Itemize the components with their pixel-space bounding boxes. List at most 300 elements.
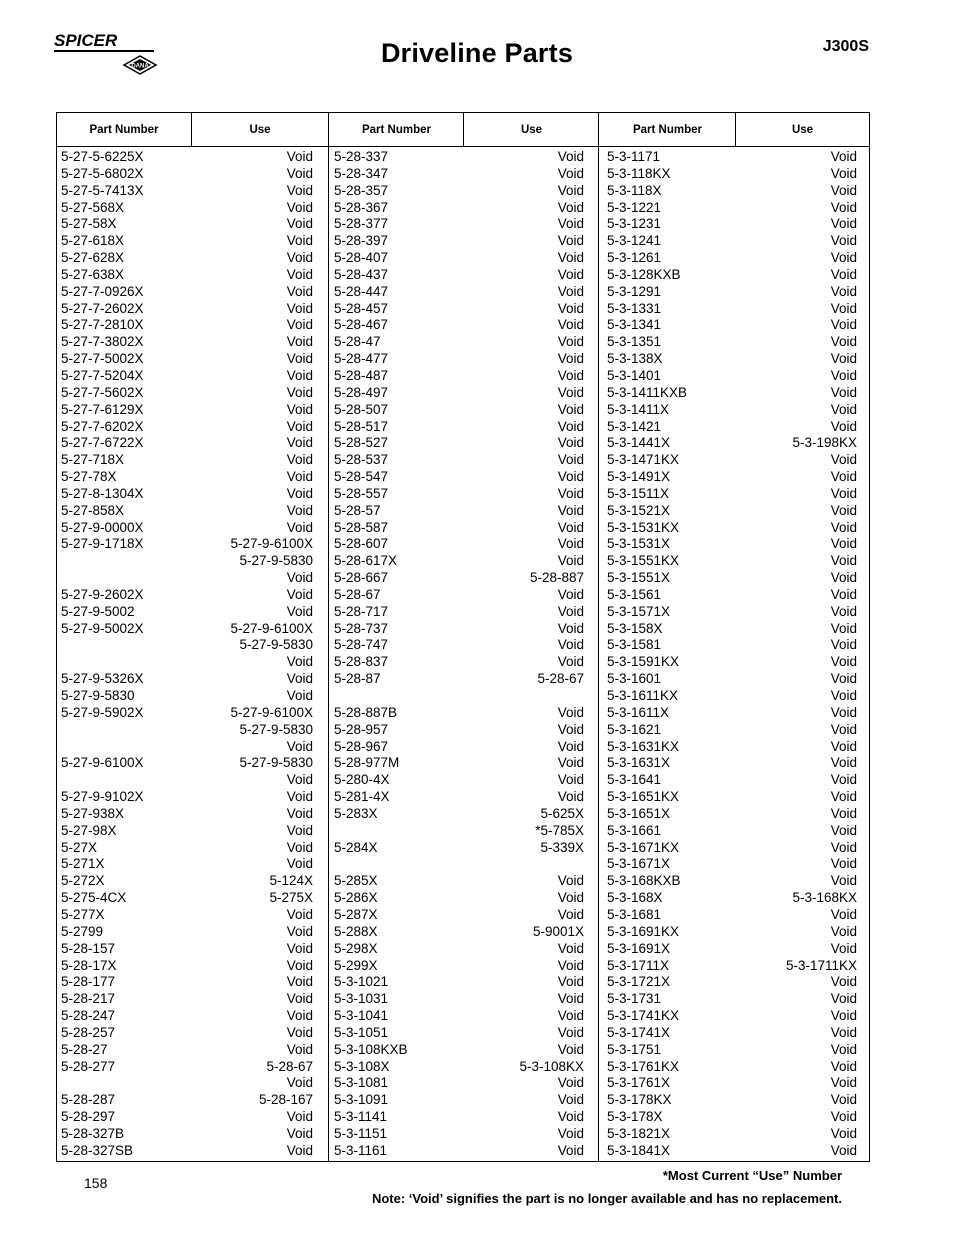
- table-row: [330, 1025, 586, 1042]
- part-number-cell: 5-2799: [61, 923, 104, 939]
- use-cell: Void: [830, 502, 857, 518]
- part-number-cell: 5-3-1671KX: [607, 839, 680, 855]
- part-number-cell: 5-3-1141: [334, 1109, 388, 1125]
- use-cell: Void: [286, 300, 313, 316]
- use-cell: Void: [557, 991, 584, 1007]
- part-number-cell: 5-28-337: [334, 149, 389, 164]
- table-row: [57, 166, 315, 183]
- part-number-cell: 5-28-967: [334, 738, 389, 754]
- use-cell: Void: [557, 553, 584, 569]
- table-row: [57, 907, 315, 924]
- use-cell: Void: [557, 1125, 584, 1141]
- table-row: [57, 1126, 315, 1143]
- dana-wordmark: DANA: [131, 63, 149, 70]
- part-number-cell: 5-27-628X: [61, 250, 125, 266]
- part-number-cell: 5-3-1621: [607, 721, 662, 737]
- use-cell: 5-3-198KX: [792, 435, 857, 451]
- part-number-cell: 5-28-737: [334, 620, 389, 636]
- table-row: [57, 958, 315, 975]
- part-number-cell: 5-3-1411X: [607, 401, 670, 417]
- table-row: [330, 587, 586, 604]
- table-row: [330, 166, 586, 183]
- part-number-cell: 5-28-247: [61, 1008, 116, 1024]
- use-cell: Void: [830, 822, 857, 838]
- part-number-cell: 5-28-507: [334, 401, 389, 417]
- use-cell: Void: [830, 553, 857, 569]
- use-cell: Void: [557, 182, 584, 198]
- part-number-cell: 5-28-717: [334, 603, 389, 619]
- table-row: [330, 200, 586, 217]
- part-number-cell: 5-3-1681: [607, 906, 662, 922]
- use-cell: 5-28-887: [529, 570, 584, 586]
- use-cell: Void: [557, 1041, 584, 1057]
- part-number-cell: 5-27-7-6722X: [61, 435, 144, 451]
- table-row: [603, 654, 859, 671]
- table-row: [603, 1008, 859, 1025]
- table-row: [603, 250, 859, 267]
- use-cell: Void: [557, 755, 584, 771]
- use-cell: Void: [286, 654, 313, 670]
- table-row: [330, 385, 586, 402]
- table-row: [330, 1008, 586, 1025]
- use-cell: Void: [557, 738, 584, 754]
- part-number-cell: 5-3-1651X: [607, 805, 671, 821]
- use-cell: Void: [286, 1075, 313, 1091]
- part-number-cell: 5-3-108KXB: [334, 1041, 408, 1057]
- table-row: [57, 200, 315, 217]
- table-row: [603, 856, 859, 873]
- table-row: [57, 654, 315, 671]
- table-row: [603, 991, 859, 1008]
- use-cell: Void: [286, 317, 313, 333]
- table-row: [330, 503, 586, 520]
- part-number-cell: 5-3-1751: [607, 1041, 662, 1057]
- table-row: [603, 520, 859, 537]
- part-number-cell: 5-28-607: [334, 536, 389, 552]
- use-cell: Void: [830, 654, 857, 670]
- table-row: [330, 267, 586, 284]
- table-row: [57, 183, 315, 200]
- table-row: [330, 486, 586, 503]
- use-cell: Void: [286, 182, 313, 198]
- part-number-cell: 5-27-58X: [61, 216, 117, 232]
- use-cell: Void: [830, 1058, 857, 1074]
- part-number-cell: 5-275-4CX: [61, 890, 127, 906]
- part-number-cell: 5-27-7-5204X: [61, 367, 144, 383]
- table-row: [330, 351, 586, 368]
- use-cell: Void: [557, 536, 584, 552]
- table-row: [603, 604, 859, 621]
- use-cell: Void: [557, 704, 584, 720]
- table-row: [57, 1092, 315, 1109]
- use-cell: Void: [286, 856, 313, 872]
- use-cell: Void: [830, 637, 857, 653]
- part-number-cell: 5-3-168X: [607, 890, 663, 906]
- table-row: [603, 587, 859, 604]
- use-cell: Void: [830, 755, 857, 771]
- part-number-cell: 5-3-1741X: [607, 1024, 671, 1040]
- part-number-cell: 5-28-87: [334, 671, 381, 687]
- use-cell: Void: [557, 233, 584, 249]
- part-number-cell: 5-3-1741KX: [607, 1008, 680, 1024]
- part-number-cell: 5-27-9-1718X: [61, 536, 144, 552]
- use-cell: Void: [557, 452, 584, 468]
- table-row: [330, 183, 586, 200]
- use-cell: 5-339X: [540, 839, 584, 855]
- use-cell: Void: [286, 233, 313, 249]
- table-row: [330, 974, 586, 991]
- use-cell: Void: [557, 469, 584, 485]
- table-row: [57, 284, 315, 301]
- use-cell: 5-3-168KX: [792, 890, 857, 906]
- table-row: [57, 452, 315, 469]
- part-number-cell: 5-27-7-5602X: [61, 384, 144, 400]
- use-cell: Void: [557, 940, 584, 956]
- part-number-cell: 5-28-437: [334, 266, 389, 282]
- use-cell: Void: [557, 890, 584, 906]
- table-row: [603, 570, 859, 587]
- table-row: [57, 503, 315, 520]
- use-cell: Void: [557, 149, 584, 164]
- table-row: [330, 722, 586, 739]
- use-cell: Void: [557, 974, 584, 990]
- table-row: [603, 806, 859, 823]
- part-number-cell: 5-271X: [61, 856, 105, 872]
- use-cell: Void: [557, 1075, 584, 1091]
- use-cell: Void: [286, 974, 313, 990]
- part-number-cell: 5-3-1721X: [607, 974, 671, 990]
- model-code: J300S: [822, 38, 869, 55]
- part-number-cell: 5-299X: [334, 957, 378, 973]
- table-row: [603, 284, 859, 301]
- part-number-cell: 5-3-1821X: [607, 1125, 671, 1141]
- part-number-cell: 5-27-5-6802X: [61, 165, 144, 181]
- part-number-cell: 5-3-108X: [334, 1058, 390, 1074]
- table-row: [603, 1025, 859, 1042]
- use-cell: Void: [286, 991, 313, 1007]
- part-number-cell: 5-27-7-3802X: [61, 334, 144, 350]
- table-row: [603, 402, 859, 419]
- table-row: [57, 755, 315, 772]
- table-row: [57, 570, 315, 587]
- use-cell: Void: [830, 772, 857, 788]
- use-cell: Void: [557, 401, 584, 417]
- part-number-cell: 5-27-9-5326X: [61, 671, 144, 687]
- table-row: [603, 621, 859, 638]
- table-row: [603, 1042, 859, 1059]
- use-cell: Void: [830, 401, 857, 417]
- use-cell: Void: [557, 384, 584, 400]
- use-cell: Void: [286, 452, 313, 468]
- use-cell: Void: [557, 1142, 584, 1158]
- part-number-cell: 5-3-1241: [607, 233, 662, 249]
- table-row: [603, 958, 859, 975]
- use-cell: 5-28-67: [266, 1058, 313, 1074]
- table-row: [603, 536, 859, 553]
- use-cell: 5-27-9-6100X: [230, 704, 313, 720]
- use-cell: Void: [830, 570, 857, 586]
- table-row: [330, 1075, 586, 1092]
- use-cell: 5-27-9-5830: [239, 755, 313, 771]
- table-row: [57, 267, 315, 284]
- use-cell: Void: [557, 1008, 584, 1024]
- part-number-cell: 5-3-1611X: [607, 704, 670, 720]
- column-divider: [598, 113, 599, 1161]
- table-row: [603, 200, 859, 217]
- use-cell: Void: [830, 418, 857, 434]
- table-row: [57, 789, 315, 806]
- table-row: [57, 469, 315, 486]
- void-note: Note: ‘Void’ signifies the part is no longer available and has no replacement.: [371, 1191, 842, 1206]
- part-number-cell: 5-3-1161: [334, 1142, 388, 1158]
- table-row: [330, 301, 586, 318]
- part-number-cell: 5-27-7-5002X: [61, 351, 144, 367]
- part-number-cell: 5-3-1691X: [607, 940, 671, 956]
- use-cell: Void: [830, 519, 857, 535]
- use-cell: 5-28-67: [537, 671, 584, 687]
- table-row: [330, 637, 586, 654]
- use-cell: Void: [557, 637, 584, 653]
- part-number-cell: 5-283X: [334, 805, 378, 821]
- table-row: [603, 924, 859, 941]
- part-number-cell: 5-3-1531KX: [607, 519, 680, 535]
- use-cell: Void: [557, 266, 584, 282]
- use-cell: Void: [830, 586, 857, 602]
- part-number-cell: 5-27-9-2602X: [61, 586, 144, 602]
- table-row: [330, 772, 586, 789]
- part-number-cell: 5-277X: [61, 906, 105, 922]
- part-number-cell: 5-272X: [61, 873, 105, 889]
- part-number-cell: 5-28-277: [61, 1058, 116, 1074]
- part-number-cell: 5-3-1651KX: [607, 789, 680, 805]
- use-cell: 5-625X: [540, 805, 584, 821]
- table-row: [57, 402, 315, 419]
- use-cell: Void: [557, 351, 584, 367]
- table-row: [57, 317, 315, 334]
- use-cell: Void: [557, 435, 584, 451]
- use-cell: Void: [557, 1092, 584, 1108]
- part-number-cell: 5-28-467: [334, 317, 389, 333]
- table-row: [330, 1059, 586, 1076]
- table-row: [603, 907, 859, 924]
- part-number-cell: 5-28-837: [334, 654, 389, 670]
- table-row: [57, 772, 315, 789]
- use-cell: Void: [557, 620, 584, 636]
- use-cell: Void: [830, 266, 857, 282]
- table-row: [57, 823, 315, 840]
- part-number-cell: 5-28-57: [334, 502, 381, 518]
- use-cell: Void: [830, 469, 857, 485]
- table-row: [57, 840, 315, 857]
- part-number-cell: 5-27-858X: [61, 502, 125, 518]
- use-cell: Void: [830, 216, 857, 232]
- table-row: [57, 1143, 315, 1160]
- table-row: [330, 924, 586, 941]
- part-number-cell: 5-3-1571X: [607, 603, 671, 619]
- use-cell: Void: [830, 789, 857, 805]
- part-number-cell: 5-3-1341: [607, 317, 662, 333]
- use-cell: Void: [286, 1142, 313, 1158]
- part-number-cell: 5-27-9-0000X: [61, 519, 144, 535]
- part-number-cell: 5-3-1691KX: [607, 923, 680, 939]
- use-cell: Void: [830, 620, 857, 636]
- part-number-cell: 5-27-568X: [61, 199, 125, 215]
- use-cell: Void: [557, 789, 584, 805]
- use-cell: Void: [557, 199, 584, 215]
- use-cell: Void: [286, 485, 313, 501]
- table-row: [603, 1143, 859, 1160]
- use-cell: Void: [557, 334, 584, 350]
- part-number-cell: 5-3-1151: [334, 1125, 388, 1141]
- table-row: [330, 216, 586, 233]
- table-row: [603, 233, 859, 250]
- table-row: [57, 435, 315, 452]
- use-cell: Void: [830, 182, 857, 198]
- use-cell: Void: [557, 367, 584, 383]
- table-row: [603, 974, 859, 991]
- use-cell: Void: [830, 1024, 857, 1040]
- part-number-cell: 5-28-47: [334, 334, 381, 350]
- table-row: [57, 216, 315, 233]
- use-cell: Void: [286, 906, 313, 922]
- most-current-note: *Most Current “Use” Number: [662, 1168, 842, 1183]
- table-row: [330, 435, 586, 452]
- use-cell: 5-3-1711KX: [785, 957, 857, 973]
- part-number-cell: 5-288X: [334, 923, 378, 939]
- table-row: [57, 1059, 315, 1076]
- part-number-cell: 5-3-1761KX: [607, 1058, 680, 1074]
- use-cell: Void: [557, 957, 584, 973]
- table-row: [330, 149, 586, 166]
- use-cell: Void: [830, 233, 857, 249]
- part-number-cell: 5-28-547: [334, 469, 389, 485]
- part-number-cell: 5-280-4X: [334, 772, 390, 788]
- table-row: [57, 671, 315, 688]
- table-row: [603, 317, 859, 334]
- page-title: Driveline Parts: [380, 38, 574, 68]
- table-row: [603, 1126, 859, 1143]
- table-row: [330, 840, 586, 857]
- parts-column-1: [57, 149, 315, 1160]
- part-number-cell: 5-3-1581: [607, 637, 662, 653]
- part-number-cell: 5-28-257: [61, 1024, 116, 1040]
- part-number-cell: 5-28-217: [61, 991, 116, 1007]
- use-cell: Void: [286, 250, 313, 266]
- table-row: [330, 755, 586, 772]
- table-row: [330, 671, 586, 688]
- table-row: [330, 941, 586, 958]
- use-cell: Void: [286, 957, 313, 973]
- table-row: [330, 1143, 586, 1160]
- part-number-cell: 5-28-667: [334, 570, 389, 586]
- table-row: [330, 570, 586, 587]
- table-row: [57, 924, 315, 941]
- use-cell: Void: [830, 283, 857, 299]
- part-number-cell: 5-3-1611KX: [607, 688, 679, 703]
- table-row: [603, 671, 859, 688]
- use-cell: Void: [830, 1142, 857, 1158]
- part-number-cell: 5-3-1471KX: [607, 452, 680, 468]
- use-cell: Void: [286, 216, 313, 232]
- part-number-cell: 5-3-1731: [607, 991, 662, 1007]
- table-row: [57, 368, 315, 385]
- part-number-cell: 5-3-178X: [607, 1109, 663, 1125]
- table-row: [603, 385, 859, 402]
- part-number-cell: 5-3-1411KXB: [607, 384, 688, 400]
- table-row: [330, 334, 586, 351]
- part-number-cell: 5-28-397: [334, 233, 389, 249]
- part-number-cell: 5-28-747: [334, 637, 389, 653]
- part-number-cell: 5-27-9-5002: [61, 603, 135, 619]
- use-cell: Void: [286, 149, 313, 164]
- use-cell: Void: [830, 856, 857, 872]
- table-row: [603, 166, 859, 183]
- use-cell: Void: [830, 671, 857, 687]
- table-row: [603, 469, 859, 486]
- table-row: [603, 553, 859, 570]
- part-number-cell: 5-3-1641: [607, 772, 662, 788]
- table-row: [57, 1008, 315, 1025]
- use-cell: Void: [830, 721, 857, 737]
- table-row: [603, 705, 859, 722]
- table-row: [57, 637, 315, 654]
- part-number-cell: 5-27-718X: [61, 452, 125, 468]
- table-row: [330, 1109, 586, 1126]
- use-cell: Void: [830, 906, 857, 922]
- table-row: [603, 1092, 859, 1109]
- part-number-cell: 5-27-98X: [61, 822, 117, 838]
- table-row: [330, 654, 586, 671]
- table-row: [57, 385, 315, 402]
- part-number-cell: 5-3-1661: [607, 822, 662, 838]
- use-cell: Void: [286, 940, 313, 956]
- table-row: [603, 368, 859, 385]
- use-cell: Void: [557, 250, 584, 266]
- table-row: [603, 301, 859, 318]
- table-row: [57, 739, 315, 756]
- use-cell: Void: [286, 266, 313, 282]
- part-number-cell: 5-28-27: [61, 1041, 108, 1057]
- table-row: [57, 250, 315, 267]
- page-number: 158: [84, 1175, 108, 1191]
- use-cell: Void: [286, 570, 313, 586]
- part-number-cell: 5-27-7-2602X: [61, 300, 144, 316]
- part-number-cell: 5-27-7-0926X: [61, 283, 144, 299]
- use-cell: Void: [286, 283, 313, 299]
- use-cell: Void: [830, 1075, 857, 1091]
- header-divider: [191, 113, 192, 146]
- use-cell: Void: [286, 822, 313, 838]
- table-row: [330, 688, 586, 705]
- part-number-cell: 5-3-138X: [607, 351, 663, 367]
- use-cell: Void: [286, 165, 313, 181]
- part-number-cell: 5-27-9-6100X: [61, 755, 144, 771]
- table-row: [330, 553, 586, 570]
- use-cell: 5-3-108KX: [519, 1058, 584, 1074]
- use-cell: Void: [830, 974, 857, 990]
- part-number-cell: 5-28-487: [334, 367, 389, 383]
- table-row: [603, 267, 859, 284]
- part-number-cell: 5-28-537: [334, 452, 389, 468]
- part-number-cell: 5-3-1291: [607, 283, 662, 299]
- part-number-cell: 5-28-557: [334, 485, 389, 501]
- table-row: [330, 1126, 586, 1143]
- table-row: [57, 587, 315, 604]
- part-number-cell: 5-3-1261: [607, 250, 662, 266]
- table-row: [57, 301, 315, 318]
- table-row: [57, 941, 315, 958]
- part-number-cell: 5-3-1421: [607, 418, 662, 434]
